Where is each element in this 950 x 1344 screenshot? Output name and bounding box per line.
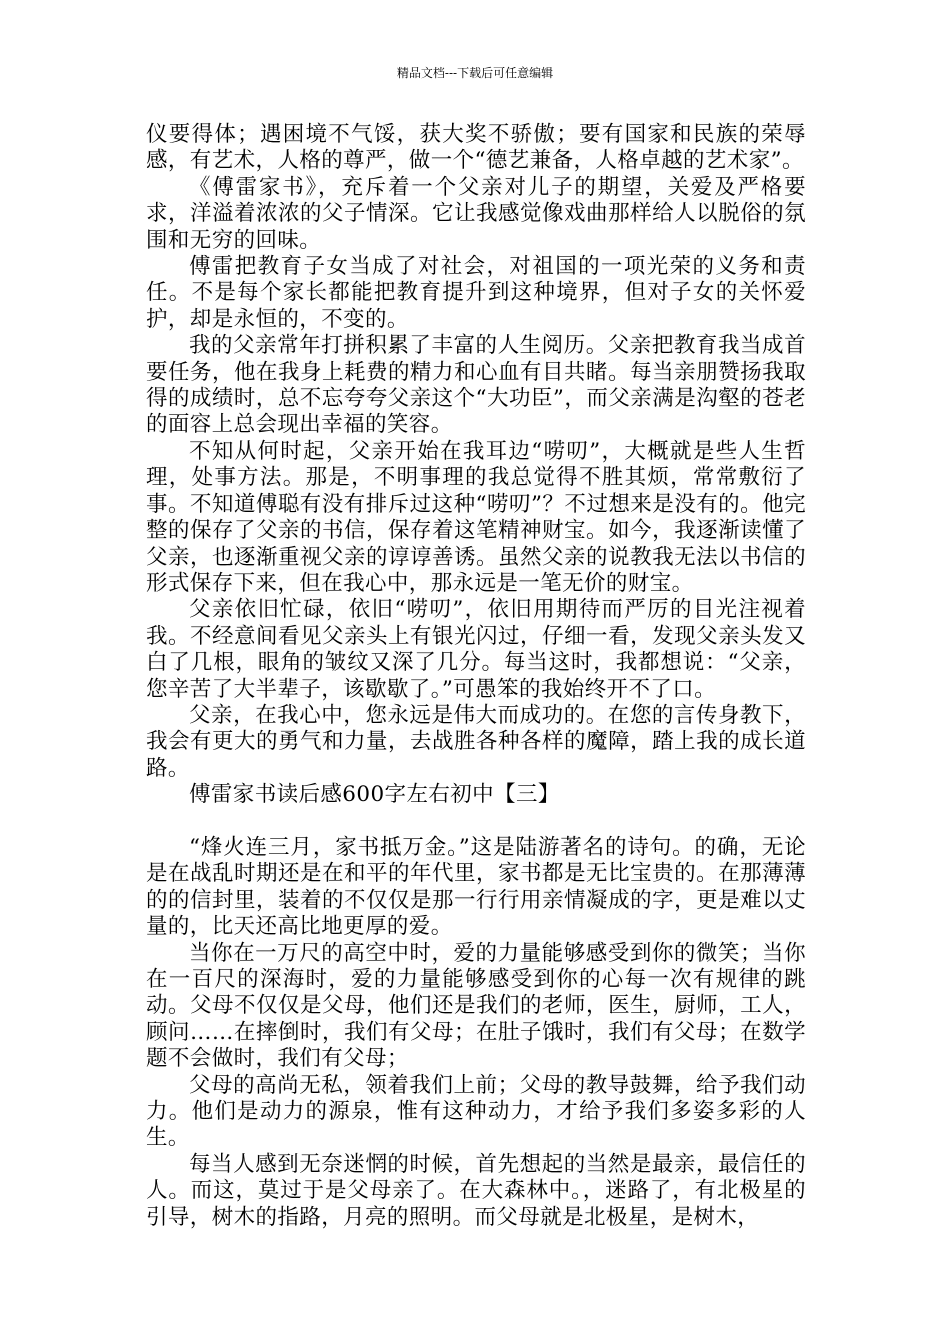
paragraph: 傅雷把教育子女当成了对社会，对祖国的一项光荣的义务和责任。不是每个家长都能把教育提升到这种境界，但对子女的关怀爱护，却是永恒的，不变的。 — [146, 254, 806, 332]
page-header: 精品文档---下载后可任意编辑 — [396, 66, 554, 80]
blank-line — [146, 809, 806, 835]
paragraph: 父亲依旧忙碌，依旧“唠叨”，依旧用期待而严厉的目光注视着我。不经意间看见父亲头上有银光闪过，仔细一看，发现父亲头发又白了几根，眼角的皱纹又深了几分。每当这时，我都想说：“父亲，您辛苦了大半辈子，该歇歇了。”可愚笨的我始终开不了口。 — [146, 597, 806, 702]
paragraph: 仪要得体；遇困境不气馁，获大奖不骄傲；要有国家和民族的荣辱感，有艺术，人格的尊严，做一个“德艺兼备，人格卓越的艺术家”。 — [146, 122, 806, 174]
paragraph: 我的父亲常年打拼积累了丰富的人生阅历。父亲把教育我当成首要任务，他在我身上耗费的精力和心血有目共睹。每当亲朋赞扬我取得的成绩时，总不忘夸夸父亲这个“大功臣”，而父亲满是沟壑的苍老的面容上总会现出幸福的笑容。 — [146, 333, 806, 438]
paragraph: 父母的高尚无私，领着我们上前；父母的教导鼓舞，给予我们动力。他们是动力的源泉，惟有这种动力，才给予我们多姿多彩的人生。 — [146, 1072, 806, 1151]
document-body — [146, 122, 806, 1231]
paragraph: 不知从何时起，父亲开始在我耳边“唠叨”，大概就是些人生哲理，处事方法。那是，不明事理的我总觉得不胜其烦，常常敷衍了事。不知道傅聪有没有排斥过这种“唠叨”？不过想来是没有的。他完整的保存了父亲的书信，保存着这笔精神财宝。如今，我逐渐读懂了父亲，也逐渐重视父亲的谆谆善诱。虽然父亲的说教我无法以书信的形式保存下来，但在我心中，那永远是一笔无价的财宝。 — [146, 438, 806, 596]
paragraph: 《傅雷家书》，充斥着一个父亲对儿子的期望，关爱及严格要求，洋溢着浓浓的父子情深。它让我感觉像戏曲那样给人以脱俗的氛围和无穷的回味。 — [146, 174, 806, 253]
section-heading: 傅雷家书读后感600字左右初中【三】 — [189, 782, 560, 808]
paragraph: 每当人感到无奈迷惘的时候，首先想起的当然是最亲，最信任的人。而这，莫过于是父母亲了。在大森林中。，迷路了，有北极星的引导，树木的指路，月亮的照明。而父母就是北极星，是树木， — [146, 1151, 806, 1230]
paragraph: “烽火连三月，家书抵万金。”这是陆游著名的诗句。的确，无论是在战乱时期还是在和平的年代里，家书都是无比宝贵的。在那薄薄的的信封里，装着的不仅仅是那一行行用亲情凝成的字，更是难以丈量的，比天还高比地更厚的爱。 — [146, 834, 806, 940]
paragraph: 父亲，在我心中，您永远是伟大而成功的。在您的言传身教下，我会有更大的勇气和力量，去战胜各种各样的魔障，踏上我的成长道路。 — [146, 702, 806, 781]
paragraph: 当你在一万尺的高空中时，爱的力量能够感受到你的微笑；当你在一百尺的深海时，爱的力量能够感受到你的心每一次有规律的跳动。父母不仅仅是父母，他们还是我们的老师，医生，厨师，工人，顾问……在摔倒时，我们有父母；在肚子饿时，我们有父母；在数学题不会做时，我们有父母； — [146, 940, 806, 1072]
